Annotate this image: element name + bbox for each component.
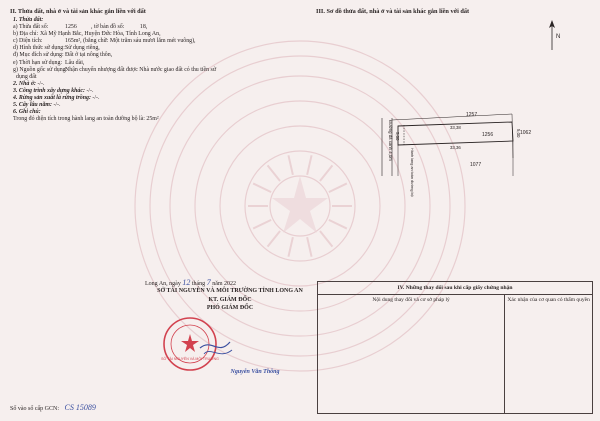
place-date-label: Long An, ngày xyxy=(145,281,181,287)
section3-title: III. Sơ đồ thửa đất, nhà ở và tài sản khác gắn liền với đất xyxy=(316,8,470,15)
watermark-ray xyxy=(253,220,271,229)
changes-table-header-row xyxy=(318,295,593,414)
kt-director: KT. GIÁM ĐỐC xyxy=(208,297,252,303)
row-usage-term xyxy=(13,60,313,67)
row-perennial xyxy=(13,102,313,109)
north-arrow-icon xyxy=(545,18,559,52)
registry-label: Số vào sổ cấp GCN: xyxy=(10,406,59,412)
col-change-content: Nội dung thay đổi và cơ sở pháp lý xyxy=(318,295,505,414)
a-value: 1256 xyxy=(65,24,77,31)
b-label: b) Địa chỉ: xyxy=(13,31,39,38)
item4-value: -/-. xyxy=(92,95,100,102)
label-dim-right: 5,00 xyxy=(516,129,521,138)
year-label: năm 2022 xyxy=(212,281,237,287)
watermark-ray xyxy=(288,237,292,256)
watermark-ray xyxy=(307,237,311,256)
changes-table xyxy=(317,281,593,414)
watermark-ray xyxy=(253,183,271,192)
month-label: tháng xyxy=(191,281,206,287)
place-date xyxy=(145,279,236,288)
d-label: d) Hình thức sử dụng: xyxy=(13,45,65,52)
item3-label: 3. Công trình xây dựng khác: xyxy=(13,87,85,94)
item5-value: -/-. xyxy=(53,102,61,109)
item6-value: Trong đó diện tích trong hành lang an toàn đường bộ là: 25m² xyxy=(13,116,159,123)
c-value: 165m², (bằng chữ: Một trăm sáu mươi lăm mét vuông), xyxy=(65,38,196,45)
parcel-info xyxy=(13,17,313,123)
watermark-ray xyxy=(329,183,347,192)
item3-value: -/-. xyxy=(86,87,94,94)
changes-table-title-row xyxy=(318,282,593,295)
parcel-sketch xyxy=(370,108,540,197)
watermark-ray xyxy=(268,165,280,181)
f-label: e) Thời hạn sử dụng: xyxy=(13,59,63,66)
watermark-ray xyxy=(320,231,332,247)
e-label: đ) Mục đích sử dụng: xyxy=(13,52,64,59)
label-top-neighbor: 1257 xyxy=(466,112,478,118)
g-value: Nhận chuyển nhượng đất được Nhà nước giao đất có thu tiền sử xyxy=(65,66,217,73)
label-corridor: Hành lang an toàn đường bộ xyxy=(410,148,414,197)
item1-label: 1. Thửa đất: xyxy=(13,17,44,23)
signer-name: Nguyễn Văn Thông xyxy=(230,369,280,375)
c-label: c) Diện tích: xyxy=(13,38,43,45)
row-origin xyxy=(13,67,313,74)
item2-label: 2. Nhà ở: xyxy=(13,80,36,87)
label-right-neighbor: 1062 xyxy=(520,130,532,136)
deputy-director: PHÓ GIÁM ĐỐC xyxy=(206,305,254,311)
watermark-ray xyxy=(268,231,280,247)
g-label: g) Nguồn gốc sử dụng: xyxy=(13,66,68,73)
watermark-ray xyxy=(307,155,311,174)
d-value: Sử dụng riêng, xyxy=(65,45,100,52)
date-day: 12 xyxy=(182,278,191,287)
g-value-cont: dụng đất xyxy=(16,73,37,80)
a-label: a) Thửa đất số: xyxy=(13,24,49,31)
date-month: 7 xyxy=(206,278,211,287)
top-neighbor-line xyxy=(392,114,512,120)
label-bottom-neighbor: 1077 xyxy=(470,162,482,168)
label-road: Đường đá xanh 4,0m xyxy=(388,120,393,161)
b-value: Xã Mỹ Hạnh Bắc, Huyện Đức Hòa, Tỉnh Long An, xyxy=(40,31,161,38)
row-construction xyxy=(13,88,313,95)
section2-title: II. Thửa đất, nhà ở và tài sản khác gắn liền với đất xyxy=(10,8,146,15)
row-forest xyxy=(13,95,313,102)
item4-label: 4. Rừng sản xuất là rừng trồng: xyxy=(13,95,91,102)
row-usage-purpose xyxy=(13,52,313,59)
label-dim-bottom: 33,36 xyxy=(450,145,461,150)
watermark-ray xyxy=(320,165,332,181)
registry-number xyxy=(10,404,96,413)
item6-label: 6. Ghi chú: xyxy=(13,109,41,116)
a-sheet-label: , tờ bản đồ số: xyxy=(91,24,125,31)
org-name: SỞ TÀI NGUYÊN VÀ MÔI TRƯỜNG TỈNH LONG AN xyxy=(157,288,303,294)
section4-title: IV. Những thay đổi sau khi cấp giấy chứng nhận xyxy=(318,282,593,295)
watermark-ray xyxy=(329,220,347,229)
a-sheet-value: 18, xyxy=(139,24,148,31)
official-seal xyxy=(160,316,236,376)
item2-value: -/-. xyxy=(37,80,45,87)
f-value: Lâu dài, xyxy=(65,59,85,66)
label-dim-left: 5,00 xyxy=(395,132,400,141)
label-dim-top: 33,38 xyxy=(450,125,461,130)
row-house xyxy=(13,81,313,88)
e-value: Đất ở tại nông thôn, xyxy=(65,52,113,59)
label-main-parcel: 1256 xyxy=(482,132,494,138)
seal-text: SỞ TÀI NGUYÊN VÀ MÔI TRƯỜNG xyxy=(161,357,219,361)
svg-text:N: N xyxy=(556,34,561,40)
registry-value: CS 15089 xyxy=(64,403,96,412)
watermark-ray xyxy=(288,155,292,174)
col-confirmation: Xác nhận của cơ quan có thẩm quyền xyxy=(505,295,593,414)
item5-label: 5. Cây lâu năm: xyxy=(13,102,52,109)
